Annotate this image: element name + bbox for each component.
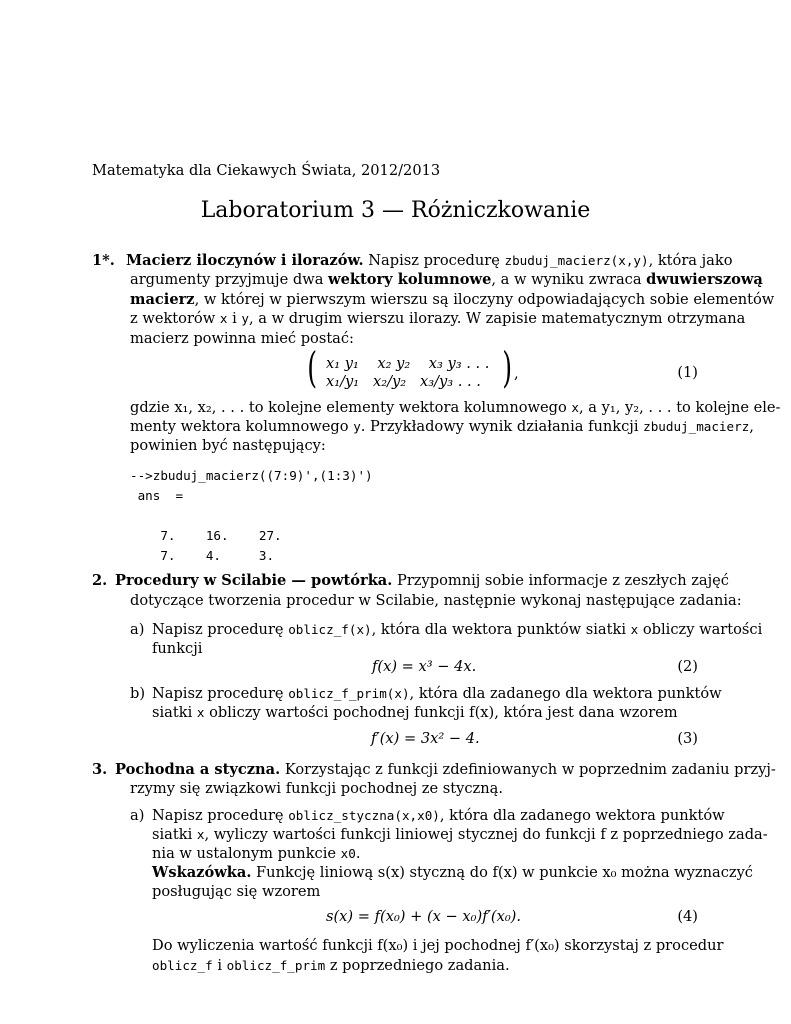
matrix-row-1: x₁ y₁ x₂ y₂ x₃ y₃ . . . — [326, 355, 490, 372]
task1-code: zbuduj_macierz — [643, 419, 750, 434]
task3-a-label: a) — [130, 807, 145, 824]
task2-code: oblicz_f_prim(x) — [288, 686, 410, 701]
task2-text: siatki — [152, 704, 193, 721]
task1-line5: macierz powinna mieć postać: — [130, 330, 354, 347]
code-example: -->zbuduj_macierz((7:9)',(1:3)') ans = 7. 16. 27. 7. 4. 3. — [130, 468, 373, 563]
task3-a-line2 — [152, 825, 768, 845]
task1-code: y — [241, 311, 249, 326]
task1-bold: macierz — [130, 291, 195, 308]
task3-code: x — [196, 827, 205, 842]
task3-heading: Pochodna a styczna. — [115, 761, 281, 778]
task3-text: Funkcję liniową s(x) styczną do f(x) w punkcie x₀ można wyznaczyć — [256, 864, 753, 881]
equation-3: f′(x) = 3x² − 4. — [371, 730, 480, 747]
task3-text: z poprzedniego zadania. — [329, 957, 510, 974]
task2-code: x — [630, 622, 639, 637]
task2-code: oblicz_f(x) — [288, 622, 372, 637]
left-paren-icon: ( — [307, 343, 318, 392]
task3-a-line3 — [152, 844, 360, 864]
task1-text: argumenty przyjmuje dwa — [130, 271, 324, 288]
task3-text: , która dla zadanego wektora punktów — [439, 807, 725, 824]
task1-text: , która jako — [648, 252, 733, 269]
task3-last-line1: Do wyliczenia wartość funkcji f(x₀) i jej pochodnej f′(x₀) skorzystaj z procedur — [152, 937, 724, 954]
task1-number: 1*. — [92, 252, 115, 269]
task2-heading: Procedury w Scilabie — powtórka. — [115, 572, 393, 589]
task1-code: x — [571, 400, 579, 415]
task2-text: obliczy wartości pochodnej funkcji f(x), która jest dana wzorem — [209, 704, 678, 721]
task3-text: nia w ustalonym punkcie — [152, 845, 337, 862]
task1-para2-line1 — [130, 398, 781, 418]
task2-text: Napisz procedurę — [152, 621, 284, 638]
task1-code: zbuduj_macierz(x,y) — [504, 253, 649, 268]
equation-number: (2) — [677, 658, 698, 675]
task2-a-line1 — [152, 620, 762, 640]
task1-line3 — [130, 290, 774, 310]
task1-text: , w której w pierwszym wierszu są iloczyny odpowiadających sobie elementów — [194, 291, 775, 308]
task3-hint-line1 — [152, 863, 753, 883]
task1-text: Napisz procedurę — [368, 252, 500, 269]
task3-text: , wyliczy wartości funkcji liniowej stycznej do funkcji f z poprzedniego zada- — [204, 826, 768, 843]
task2-code: x — [196, 705, 205, 720]
equation-number: (3) — [677, 730, 698, 747]
task1-text: i — [232, 310, 237, 327]
task3-code: oblicz_styczna(x,x0) — [288, 808, 440, 823]
task1-text: , — [749, 418, 754, 435]
task2-text: obliczy wartości — [642, 621, 763, 638]
task1-line1 — [126, 251, 733, 271]
course-header: Matematyka dla Ciekawych Świata, 2012/2013 — [92, 162, 441, 179]
task1-text: menty wektora kolumnowego — [130, 418, 349, 435]
task1-para2-line3: powinien być następujący: — [130, 437, 326, 454]
task2-text: , która dla wektora punktów siatki — [371, 621, 626, 638]
task2-a-line2: funkcji — [152, 640, 203, 657]
task3-text: . — [355, 845, 361, 862]
task2-text: Napisz procedurę — [152, 685, 284, 702]
task3-text: Korzystając z funkcji zdefiniowanych w poprzednim zadaniu przyj- — [284, 761, 776, 778]
task2-b-label: b) — [130, 685, 146, 702]
task1-text: , a y₁, y₂, . . . to kolejne ele- — [579, 399, 781, 416]
task1-text: , a w drugim wierszu ilorazy. W zapisie matematycznym otrzymana — [249, 310, 746, 327]
task1-text: z wektorów — [130, 310, 216, 327]
equation-number: (4) — [677, 908, 698, 925]
task2-b-line2 — [152, 703, 678, 723]
task3-line2: rzymy się związkowi funkcji pochodnej ze styczną. — [130, 780, 503, 797]
task3-a-line1 — [152, 806, 725, 826]
task1-para2-line2 — [130, 417, 754, 437]
task2-a-label: a) — [130, 621, 145, 638]
task3-text: i — [217, 957, 222, 974]
equation-number: (1) — [677, 364, 698, 381]
task3-text: Napisz procedurę — [152, 807, 284, 824]
task2-text: , która dla zadanego dla wektora punktów — [409, 685, 722, 702]
task2-b-line1 — [152, 684, 722, 704]
equation-2: f(x) = x³ − 4x. — [372, 658, 477, 675]
task1-line4 — [130, 309, 745, 329]
task1-text: , a w wyniku zwraca — [491, 271, 642, 288]
task1-code: y — [353, 419, 361, 434]
matrix-row-2: x₁/y₁ x₂/y₂ x₃/y₃ . . . — [326, 373, 481, 390]
hint-label: Wskazówka. — [152, 864, 252, 881]
task1-bold: wektory kolumnowe — [328, 271, 492, 288]
task1-line2 — [130, 270, 763, 290]
task3-line1 — [115, 760, 776, 780]
task1-code: x — [219, 311, 228, 326]
equation-4: s(x) = f(x₀) + (x − x₀)f′(x₀). — [326, 908, 522, 925]
task1-text: . Przykładowy wynik działania funkcji — [360, 418, 639, 435]
equation-punct: , — [514, 365, 519, 382]
right-paren-icon: ) — [502, 343, 513, 392]
task3-last-line2 — [152, 956, 510, 976]
task2-text: Przypomnij sobie informacje z zeszłych zajęć — [397, 572, 729, 589]
task1-heading: Macierz iloczynów i ilorazów. — [126, 252, 364, 269]
task2-line1 — [115, 571, 729, 591]
task2-number: 2. — [92, 572, 108, 589]
task3-number: 3. — [92, 761, 108, 778]
page-title: Laboratorium 3 — Różniczkowanie — [200, 198, 591, 223]
task3-code: x0 — [340, 846, 356, 861]
task3-code: oblicz_f_prim — [226, 958, 326, 973]
task3-text: siatki — [152, 826, 193, 843]
task1-text: gdzie x₁, x₂, . . . to kolejne elementy wektora kolumnowego — [130, 399, 567, 416]
task3-hint-line2: posługując się wzorem — [152, 883, 321, 900]
task2-line2: dotyczące tworzenia procedur w Scilabie, następnie wykonaj następujące zadania: — [130, 592, 742, 609]
task1-bold: dwuwierszową — [646, 271, 763, 288]
task3-code: oblicz_f — [152, 958, 213, 973]
